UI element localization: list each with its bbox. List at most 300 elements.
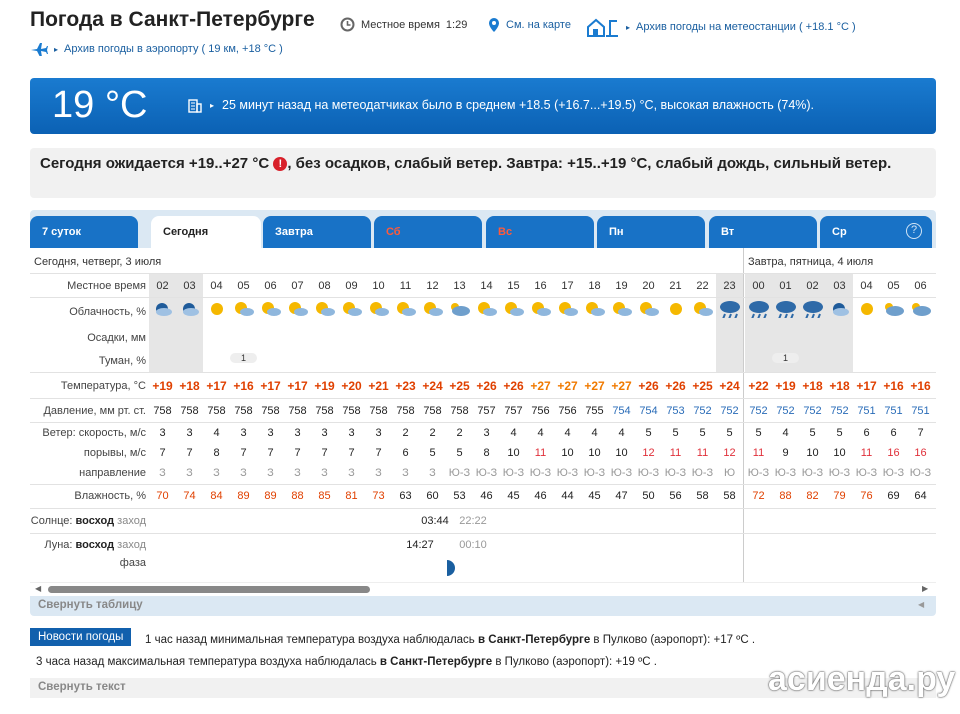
pressure-cell: 758 (369, 405, 388, 417)
wind-gust-cell: 10 (561, 447, 574, 459)
pressure-cell: 758 (234, 405, 253, 417)
hour-cell: 02 (806, 280, 819, 292)
news-item: 3 часа назад максимальная температура воздуха наблюдалась в Санкт-Петербурге в Пулково (аэропорт): +19 ºC . (36, 656, 658, 668)
wind-direction-cell: Ю-З (664, 467, 687, 479)
news-item: 1 час назад минимальная температура воздуха наблюдалась в Санкт-Петербурге в Пулково (аэропорт): +17 ºC . (145, 634, 756, 646)
pressure-cell: 758 (396, 405, 415, 417)
wind-direction-cell: З (348, 467, 355, 479)
wind-speed-cell: 3 (483, 427, 490, 439)
wind-gust-cell: 10 (588, 447, 601, 459)
humidity-cell: 47 (615, 490, 628, 502)
moon-cloud-icon (151, 298, 175, 318)
current-temperature: 19 °C (52, 84, 148, 126)
day2-label: Завтра, пятница, 4 июля (748, 256, 874, 268)
pressure-cell: 751 (857, 405, 876, 417)
humidity-cell: 70 (156, 490, 169, 502)
pressure-cell: 754 (612, 405, 631, 417)
humidity-cell: 60 (426, 490, 439, 502)
wind-gust-cell: 7 (267, 447, 274, 459)
wind-gust-cell: 11 (752, 447, 765, 459)
wind-direction-cell: Ю-З (691, 467, 714, 479)
moon-phase-icon (444, 559, 456, 577)
warning-icon[interactable]: ! (273, 157, 287, 171)
humidity-cell: 89 (237, 490, 250, 502)
pressure-cell: 758 (153, 405, 172, 417)
wind-direction-cell: Ю-З (556, 467, 579, 479)
row-label-wind: Ветер: скорость, м/с (42, 427, 146, 439)
pressure-cell: 758 (315, 405, 334, 417)
humidity-cell: 64 (914, 490, 927, 502)
sun-cloud-icon (583, 298, 607, 318)
temperature-cell: +27 (584, 379, 605, 393)
airplane-icon (30, 42, 48, 56)
wind-gust-cell: 12 (642, 447, 655, 459)
wind-gust-cell: 11 (696, 447, 709, 459)
hour-cell: 18 (588, 280, 601, 292)
wind-speed-cell: 5 (809, 427, 816, 439)
chevron-right-icon: ▸ (626, 22, 631, 32)
wind-direction-cell: Ю-З (448, 467, 471, 479)
station-archive-link[interactable] (586, 17, 856, 37)
pressure-cell: 752 (803, 405, 822, 417)
tab-monday[interactable]: Пн (597, 216, 705, 248)
pressure-cell: 756 (558, 405, 577, 417)
sun-icon (205, 298, 229, 318)
wind-speed-cell: 4 (782, 427, 789, 439)
pressure-cell: 755 (585, 405, 604, 417)
sun-cloud-icon (421, 298, 445, 318)
hour-cell: 05 (887, 280, 900, 292)
sensor-text: 25 минут назад на метеодатчиках было в среднем +18.5 (+16.7...+19.5) °C, высокая влажность (74%). (222, 98, 815, 112)
local-time-value: 1:29 (445, 18, 468, 31)
sun-cloud-icon (556, 298, 580, 318)
wind-gust-cell: 11 (860, 447, 873, 459)
help-icon[interactable]: ? (906, 223, 922, 239)
humidity-cell: 58 (696, 490, 709, 502)
wind-gust-cell: 11 (669, 447, 682, 459)
sensor-summary (188, 97, 814, 113)
wind-direction-cell: Ю-З (909, 467, 932, 479)
wind-direction-cell: Ю-З (529, 467, 552, 479)
tab-tomorrow[interactable]: Завтра (263, 216, 371, 248)
chevron-right-icon: ▸ (54, 44, 59, 54)
humidity-cell: 56 (669, 490, 682, 502)
row-label-phase: фаза (119, 557, 146, 569)
forecast-table (30, 248, 936, 582)
wind-gust-cell: 5 (456, 447, 463, 459)
wind-gust-cell: 8 (213, 447, 220, 459)
wind-direction-cell: Ю-З (637, 467, 660, 479)
cloud-icon (882, 298, 906, 318)
hour-cell: 00 (752, 280, 765, 292)
humidity-cell: 44 (561, 490, 574, 502)
wind-direction-cell: Ю-З (774, 467, 797, 479)
hour-cell: 06 (264, 280, 277, 292)
wind-gust-cell: 11 (534, 447, 547, 459)
wind-speed-cell: 3 (321, 427, 328, 439)
wind-direction-cell: Ю-З (828, 467, 851, 479)
hour-cell: 04 (860, 280, 873, 292)
wind-speed-cell: 2 (429, 427, 436, 439)
pressure-cell: 752 (749, 405, 768, 417)
tab-today[interactable]: Сегодня (151, 216, 261, 250)
wind-speed-cell: 6 (863, 427, 870, 439)
wind-direction-cell: З (321, 467, 328, 479)
temperature-cell: +20 (341, 379, 362, 393)
humidity-cell: 73 (372, 490, 385, 502)
temperature-cell: +26 (503, 379, 524, 393)
tab-sunday[interactable]: Вс (486, 216, 594, 248)
sunset-time: 22:22 (459, 515, 487, 527)
wind-gust-cell: 7 (348, 447, 355, 459)
temperature-cell: +18 (829, 379, 850, 393)
wind-speed-cell: 4 (537, 427, 544, 439)
wind-gust-cell: 7 (321, 447, 328, 459)
day1-label: Сегодня, четверг, 3 июля (34, 256, 162, 268)
rain-cloud-icon (801, 298, 825, 318)
wind-speed-cell: 3 (267, 427, 274, 439)
sun-cloud-icon (610, 298, 634, 318)
humidity-cell: 81 (345, 490, 358, 502)
hour-cell: 19 (615, 280, 628, 292)
wind-gust-cell: 7 (186, 447, 193, 459)
wind-direction-cell: З (240, 467, 247, 479)
cloud-icon (909, 298, 933, 318)
pressure-cell: 752 (776, 405, 795, 417)
sun-cloud-icon (691, 298, 715, 318)
hour-cell: 05 (237, 280, 250, 292)
row-label-temp: Температура, °C (60, 380, 146, 392)
page-title: Погода в Санкт-Петербурге (30, 8, 315, 31)
temperature-cell: +22 (748, 379, 769, 393)
humidity-cell: 82 (806, 490, 819, 502)
wind-speed-cell: 2 (456, 427, 463, 439)
humidity-cell: 46 (534, 490, 547, 502)
wind-gust-cell: 10 (833, 447, 846, 459)
moon-cloud-icon (178, 298, 202, 318)
humidity-cell: 45 (507, 490, 520, 502)
moon-cloud-icon (828, 298, 852, 318)
pressure-cell: 756 (531, 405, 550, 417)
wind-speed-cell: 4 (213, 427, 220, 439)
forecast-summary (30, 148, 936, 198)
sun-cloud-icon (313, 298, 337, 318)
pressure-cell: 758 (450, 405, 469, 417)
sun-cloud-icon (232, 298, 256, 318)
humidity-cell: 74 (183, 490, 196, 502)
sun-cloud-icon (502, 298, 526, 318)
sun-cloud-icon (367, 298, 391, 318)
row-label-pressure: Давление, мм рт. ст. (43, 405, 146, 417)
pressure-cell: 758 (207, 405, 226, 417)
sun-cloud-icon (475, 298, 499, 318)
wind-gust-cell: 6 (402, 447, 409, 459)
pressure-cell: 758 (180, 405, 199, 417)
temperature-cell: +16 (233, 379, 254, 393)
map-pin-icon (488, 17, 500, 33)
temperature-cell: +23 (395, 379, 416, 393)
sunrise-time: 03:44 (421, 515, 449, 527)
temperature-cell: +16 (910, 379, 931, 393)
pressure-cell: 757 (477, 405, 496, 417)
pressure-cell: 752 (830, 405, 849, 417)
wind-gust-cell: 12 (723, 447, 736, 459)
temperature-cell: +24 (422, 379, 443, 393)
moonrise-time: 14:27 (406, 539, 434, 551)
temperature-cell: +18 (179, 379, 200, 393)
humidity-cell: 58 (723, 490, 736, 502)
watermark-logo: асиенда.ру (768, 660, 956, 698)
local-time (340, 17, 467, 32)
hour-cell: 03 (833, 280, 846, 292)
pressure-cell: 758 (423, 405, 442, 417)
hour-cell: 11 (399, 280, 412, 292)
wind-gust-cell: 16 (914, 447, 927, 459)
sun-cloud-icon (259, 298, 283, 318)
temperature-cell: +19 (775, 379, 796, 393)
sun-cloud-icon (637, 298, 661, 318)
hour-cell: 09 (345, 280, 358, 292)
wind-gust-cell: 5 (429, 447, 436, 459)
row-label-precip: Осадки, мм (87, 332, 146, 344)
wind-speed-cell: 3 (348, 427, 355, 439)
wind-direction-cell: З (159, 467, 166, 479)
wind-direction-cell: Ю (723, 467, 736, 479)
fog-value: 1 (230, 353, 257, 363)
sun-cloud-icon (340, 298, 364, 318)
temperature-cell: +24 (719, 379, 740, 393)
pressure-cell: 758 (261, 405, 280, 417)
humidity-cell: 69 (887, 490, 900, 502)
wind-gust-cell: 16 (887, 447, 900, 459)
local-time-label: Местное время (361, 18, 440, 31)
hour-cell: 03 (183, 280, 196, 292)
humidity-cell: 63 (399, 490, 412, 502)
wind-gust-cell: 9 (782, 447, 789, 459)
pressure-cell: 758 (288, 405, 307, 417)
clock-icon (340, 17, 355, 32)
humidity-cell: 88 (779, 490, 792, 502)
wind-speed-cell: 4 (564, 427, 571, 439)
weather-station-icon (586, 17, 620, 37)
scroll-right-arrow[interactable]: ▶ (922, 584, 929, 593)
scroll-left-arrow[interactable]: ◀ (35, 584, 42, 593)
humidity-cell: 79 (833, 490, 846, 502)
cloud-icon (448, 298, 472, 318)
wind-gust-cell: 8 (483, 447, 490, 459)
hour-cell: 13 (453, 280, 466, 292)
tab-tuesday[interactable]: Вт (709, 216, 817, 248)
wind-gust-cell: 10 (806, 447, 819, 459)
day-divider (743, 248, 744, 582)
row-label-time: Местное время (67, 280, 146, 292)
row-label-fog: Туман, % (98, 355, 146, 367)
temperature-cell: +17 (206, 379, 227, 393)
temperature-cell: +19 (152, 379, 173, 393)
wind-gust-cell: 7 (375, 447, 382, 459)
row-label-humidity: Влажность, % (74, 490, 146, 502)
airport-archive-text[interactable]: Архив погоды в аэропорту ( 19 км, +18 °C ) (64, 43, 283, 55)
fog-value: 1 (772, 353, 799, 363)
humidity-cell: 89 (264, 490, 277, 502)
wind-direction-cell: Ю-З (801, 467, 824, 479)
chevron-right-icon: ▸ (210, 100, 215, 110)
wind-speed-cell: 4 (618, 427, 625, 439)
wind-direction-cell: Ю-З (855, 467, 878, 479)
tab-wednesday[interactable]: Ср (820, 216, 932, 248)
summary-rest: , без осадков, слабый ветер. Завтра: +15..+19 °C, слабый дождь, сильный ветер. (287, 155, 892, 172)
wind-direction-cell: Ю-З (502, 467, 525, 479)
row-label-cloud: Облачность, % (69, 306, 146, 318)
wind-speed-cell: 3 (240, 427, 247, 439)
wind-speed-cell: 5 (699, 427, 706, 439)
temperature-cell: +18 (802, 379, 823, 393)
collapse-table-link[interactable]: Свернуть таблицу (38, 599, 143, 611)
hour-cell: 07 (291, 280, 304, 292)
station-archive-text[interactable]: Архив погоды на метеостанции ( +18.1 °C ) (636, 21, 856, 33)
hour-cell: 14 (480, 280, 493, 292)
wind-direction-cell: З (186, 467, 193, 479)
building-icon (188, 97, 202, 113)
row-label-direction: направление (79, 467, 146, 479)
row-label-sun: Солнце: восход заход (30, 515, 146, 527)
row-label-gusts: порывы, м/с (83, 447, 146, 459)
sun-icon (664, 298, 688, 318)
collapse-text-link[interactable]: Свернуть текст (30, 678, 936, 698)
temperature-cell: +21 (368, 379, 389, 393)
wind-speed-cell: 4 (591, 427, 598, 439)
wind-direction-cell: Ю-З (882, 467, 905, 479)
hour-cell: 06 (914, 280, 927, 292)
hour-cell: 22 (696, 280, 709, 292)
humidity-cell: 53 (453, 490, 466, 502)
humidity-cell: 88 (291, 490, 304, 502)
wind-speed-cell: 5 (836, 427, 843, 439)
pressure-cell: 751 (911, 405, 930, 417)
wind-speed-cell: 5 (645, 427, 652, 439)
wind-direction-cell: Ю-З (747, 467, 770, 479)
wind-direction-cell: З (213, 467, 220, 479)
wind-direction-cell: З (375, 467, 382, 479)
map-link[interactable] (488, 17, 571, 33)
pressure-cell: 753 (666, 405, 685, 417)
temperature-cell: +25 (692, 379, 713, 393)
wind-speed-cell: 2 (402, 427, 409, 439)
humidity-cell: 72 (752, 490, 765, 502)
hour-cell: 21 (669, 280, 682, 292)
pressure-cell: 751 (884, 405, 903, 417)
wind-gust-cell: 7 (294, 447, 301, 459)
moonset-time: 00:10 (459, 539, 487, 551)
wind-direction-cell: З (402, 467, 409, 479)
hour-cell: 12 (426, 280, 439, 292)
wind-speed-cell: 6 (890, 427, 897, 439)
temperature-cell: +25 (449, 379, 470, 393)
wind-speed-cell: 5 (755, 427, 762, 439)
hour-cell: 23 (723, 280, 736, 292)
wind-speed-cell: 3 (294, 427, 301, 439)
wind-speed-cell: 5 (726, 427, 733, 439)
wind-speed-cell: 3 (159, 427, 166, 439)
temperature-cell: +26 (476, 379, 497, 393)
wind-direction-cell: З (294, 467, 301, 479)
humidity-cell: 85 (318, 490, 331, 502)
rain-cloud-icon (718, 298, 742, 318)
temperature-cell: +27 (557, 379, 578, 393)
sun-cloud-icon (529, 298, 553, 318)
wind-speed-cell: 4 (510, 427, 517, 439)
sun-icon (855, 298, 879, 318)
temperature-cell: +26 (665, 379, 686, 393)
temperature-cell: +27 (530, 379, 551, 393)
wind-gust-cell: 10 (615, 447, 628, 459)
summary-today: Сегодня ожидается +19..+27 °C (40, 155, 270, 172)
hour-cell: 04 (210, 280, 223, 292)
temperature-cell: +17 (856, 379, 877, 393)
humidity-cell: 50 (642, 490, 655, 502)
tab-7-days[interactable]: 7 суток (30, 216, 138, 248)
humidity-cell: 76 (860, 490, 873, 502)
tab-saturday[interactable]: Сб (374, 216, 482, 248)
hour-cell: 01 (779, 280, 792, 292)
temperature-cell: +17 (287, 379, 308, 393)
wind-direction-cell: З (429, 467, 436, 479)
temperature-cell: +17 (260, 379, 281, 393)
map-link-text[interactable]: См. на карте (506, 19, 571, 31)
wind-speed-cell: 3 (375, 427, 382, 439)
sun-cloud-icon (394, 298, 418, 318)
pressure-cell: 757 (504, 405, 523, 417)
hour-cell: 17 (561, 280, 574, 292)
humidity-cell: 84 (210, 490, 223, 502)
wind-speed-cell: 7 (917, 427, 924, 439)
news-label: Новости погоды (30, 628, 131, 646)
wind-direction-cell: З (267, 467, 274, 479)
wind-speed-cell: 5 (672, 427, 679, 439)
wind-gust-cell: 10 (507, 447, 520, 459)
temperature-cell: +19 (314, 379, 335, 393)
rain-cloud-icon (774, 298, 798, 318)
collapse-arrow-icon[interactable]: ◀ (918, 600, 925, 609)
temperature-cell: +16 (883, 379, 904, 393)
hour-cell: 20 (642, 280, 655, 292)
temperature-cell: +26 (638, 379, 659, 393)
rain-cloud-icon (747, 298, 771, 318)
scrollbar-thumb[interactable] (48, 586, 370, 593)
wind-gust-cell: 7 (240, 447, 247, 459)
wind-direction-cell: Ю-З (583, 467, 606, 479)
humidity-cell: 45 (588, 490, 601, 502)
hour-cell: 08 (318, 280, 331, 292)
wind-direction-cell: Ю-З (610, 467, 633, 479)
hour-cell: 02 (156, 280, 169, 292)
pressure-cell: 752 (720, 405, 739, 417)
hour-cell: 16 (534, 280, 547, 292)
pressure-cell: 752 (693, 405, 712, 417)
temperature-cell: +27 (611, 379, 632, 393)
sun-cloud-icon (286, 298, 310, 318)
wind-gust-cell: 7 (159, 447, 166, 459)
airport-archive-link[interactable] (30, 42, 283, 56)
hour-cell: 15 (507, 280, 520, 292)
humidity-cell: 46 (480, 490, 493, 502)
hour-cell: 10 (372, 280, 385, 292)
wind-direction-cell: Ю-З (475, 467, 498, 479)
wind-speed-cell: 3 (186, 427, 193, 439)
pressure-cell: 758 (342, 405, 361, 417)
pressure-cell: 754 (639, 405, 658, 417)
row-label-moon: Луна: восход заход (44, 539, 146, 551)
